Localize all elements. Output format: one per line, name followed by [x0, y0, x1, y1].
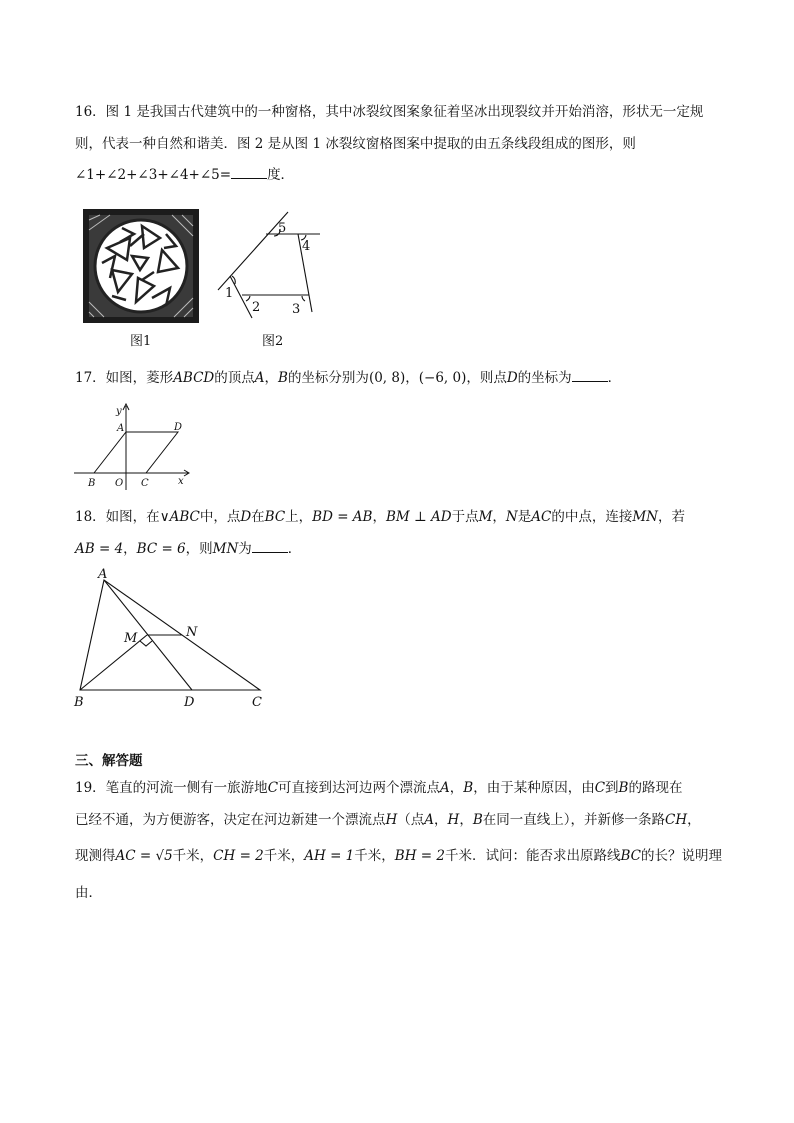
q18-text: ， [372, 509, 386, 525]
point-m: M [478, 509, 493, 525]
point-b-label: B [88, 478, 96, 489]
q19-text: 千米．试问：能否求出原路线 [444, 848, 621, 864]
q18-text: 18．如图，在 [75, 509, 160, 525]
angle2-label: 2 [252, 300, 261, 315]
q19-text: 可直接到达河边两个漂流点 [278, 780, 441, 796]
point-a: A [424, 812, 435, 828]
q18-text: ，则 [185, 541, 213, 557]
point-b: B [278, 370, 288, 386]
q19-text: 千米， [263, 848, 305, 864]
q18-text: 上， [285, 509, 313, 525]
q19-text: ， [449, 780, 464, 796]
figure2-caption: 图2 [262, 334, 284, 349]
y-axis-label: y [116, 406, 122, 417]
q19-line1 [75, 779, 682, 797]
q17-text: ． [607, 370, 622, 386]
point-b: B [463, 780, 474, 796]
angle5-label: 5 [278, 221, 287, 236]
q18-text: 为 [238, 541, 252, 557]
q19-line4: 由． [75, 885, 102, 901]
q16-line3 [75, 166, 294, 184]
q19-text: 到 [605, 780, 619, 796]
triangle-abc: ∨ABC [159, 509, 200, 525]
condition-ab: AB = 4 [75, 541, 124, 557]
q18-text: 的中点，连接 [551, 509, 633, 525]
point-d-label: D [184, 695, 195, 710]
point-a: A [254, 370, 265, 386]
figure2-diagram [212, 208, 327, 320]
coordinate-a: (0, 8) [368, 370, 406, 386]
q18-text: 在 [251, 509, 265, 525]
point-m-label: M [124, 631, 138, 646]
q19-text: 19．笔直的河流一侧有一旅游地 [75, 780, 268, 796]
q18-text: ， [492, 509, 506, 525]
point-c: C [594, 780, 606, 796]
answer-blank [572, 369, 608, 382]
point-a: A [440, 780, 450, 796]
length-bh: BH = 2 [394, 848, 445, 864]
q19-text: 千米， [354, 848, 395, 864]
q19-line2 [75, 811, 701, 829]
segment-ac: AC [531, 509, 552, 525]
coordinate-b: (−6, 0) [418, 370, 467, 386]
q16-line1: 16．图 1 是我国古代建筑中的一种窗格，其中冰裂纹图案象征着坚冰出现裂纹并开始消溶，形状无一定规 [75, 104, 704, 120]
answer-blank [231, 166, 267, 179]
vertex-b-label: B [74, 695, 84, 710]
q17-text: 17．如图，菱形 [75, 370, 174, 386]
q19-text: （点 [397, 812, 425, 828]
point-n-label: N [186, 625, 198, 640]
segment-mn: MN [632, 509, 658, 525]
q19-text: ， [459, 812, 473, 828]
rhombus-name: ABCD [173, 370, 215, 386]
q19-text: 的路现在 [628, 780, 683, 796]
vertex-c-label: C [252, 695, 262, 710]
rhombus-diagram [72, 402, 192, 492]
segment-ch: CH [664, 812, 688, 828]
q16-line2: 则，代表一种自然和谐美．图 2 是从图 1 冰裂纹窗格图案中提取的由五条线段组成的图形，则 [75, 136, 636, 152]
q18-text: ． [287, 541, 302, 557]
vertex-a-label: A [98, 567, 108, 582]
point-h: H [385, 812, 398, 828]
q17-line [75, 369, 621, 387]
ice-crack-window-image [82, 208, 200, 324]
point-n: N [505, 509, 518, 525]
q18-line1 [75, 508, 685, 526]
length-ac: AC = √5 [115, 848, 173, 864]
point-b: B [472, 812, 483, 828]
section-heading: 三、解答题 [75, 753, 143, 769]
segment-bc: BC [264, 509, 286, 525]
figure1-caption: 图1 [130, 334, 152, 349]
q19-text: ， [434, 812, 448, 828]
origin-label: O [115, 478, 124, 489]
segment-mn: MN [212, 541, 239, 557]
q19-line3 [75, 847, 722, 865]
q19-text: ， [687, 812, 701, 828]
angle3-label: 3 [292, 302, 301, 317]
q16-unit: 度． [267, 167, 295, 183]
point-d-label: D [174, 422, 183, 433]
q18-line2 [75, 540, 301, 558]
q17-text: ， [405, 370, 419, 386]
q19-text: 的长？说明理 [640, 848, 722, 864]
point-d: D [240, 509, 252, 525]
condition-perp: BM ⊥ AD [385, 509, 452, 525]
point-a-label: A [117, 423, 125, 434]
q18-text: 中，点 [199, 509, 241, 525]
triangle-diagram [70, 564, 270, 712]
q18-text: ，若 [657, 509, 685, 525]
condition-bc: BC = 6 [136, 541, 186, 557]
q19-text: ，由于某种原因，由 [473, 780, 595, 796]
q19-text: 千米， [172, 848, 214, 864]
point-d: D [506, 370, 518, 386]
condition-bd-ab: BD = AB [312, 509, 373, 525]
point-h: H [447, 812, 460, 828]
x-axis-label: x [178, 476, 184, 487]
length-ch: CH = 2 [213, 848, 264, 864]
answer-blank [252, 540, 288, 553]
q17-text: 的顶点 [214, 370, 255, 386]
point-c-label: C [141, 478, 149, 489]
q17-text: ， [264, 370, 279, 386]
angle-sum-expression: ∠1+∠2+∠3+∠4+∠5= [75, 167, 232, 183]
angle1-label: 1 [225, 286, 234, 301]
q17-text: 的坐标分别为 [287, 370, 369, 386]
length-ah: AH = 1 [304, 848, 355, 864]
q19-text: 在同一直线上），并新修一条路 [482, 812, 665, 828]
q17-text: 的坐标为 [517, 370, 572, 386]
q18-text: 是 [517, 509, 532, 525]
q19-text: 已经不通，为方便游客，决定在河边新建一个漂流点 [75, 812, 386, 828]
q18-text: 于点 [451, 509, 479, 525]
angle4-label: 4 [302, 239, 311, 254]
q17-text: ，则点 [466, 370, 507, 386]
segment-bc: BC [620, 848, 641, 864]
q19-text: 现测得 [75, 848, 116, 864]
point-c: C [267, 780, 279, 796]
point-b: B [618, 780, 629, 796]
q18-text: ， [123, 541, 137, 557]
